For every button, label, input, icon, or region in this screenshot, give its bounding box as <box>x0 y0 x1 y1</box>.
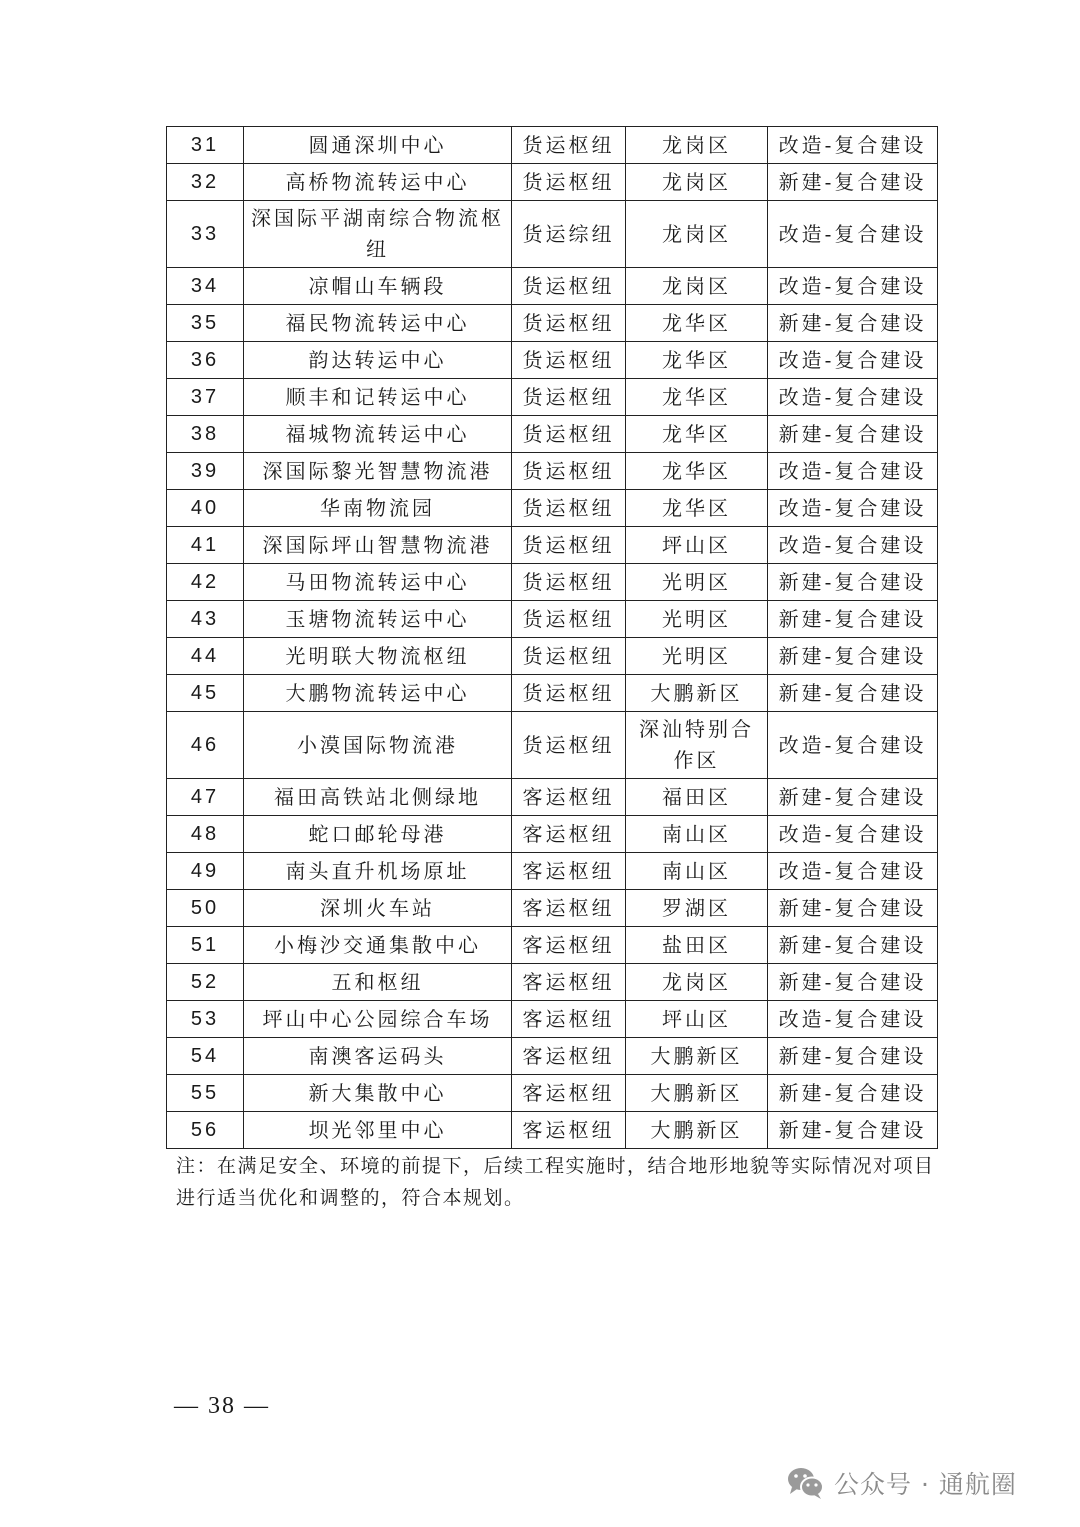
hub-type-cell: 货运枢纽 <box>512 675 626 712</box>
row-number-cell: 35 <box>167 305 244 342</box>
project-name-cell: 南澳客运码头 <box>244 1038 512 1075</box>
hub-type-cell: 货运枢纽 <box>512 127 626 164</box>
construction-mode-cell: 新建-复合建设 <box>768 305 938 342</box>
table-row <box>167 527 938 564</box>
hub-type-cell: 客运枢纽 <box>512 1112 626 1149</box>
table-row <box>167 779 938 816</box>
project-name-cell: 马田物流转运中心 <box>244 564 512 601</box>
row-number-cell: 54 <box>167 1038 244 1075</box>
construction-mode-cell: 新建-复合建设 <box>768 638 938 675</box>
district-cell: 福田区 <box>626 779 768 816</box>
row-number-cell: 56 <box>167 1112 244 1149</box>
table-row <box>167 675 938 712</box>
hub-type-cell: 货运枢纽 <box>512 453 626 490</box>
construction-mode-cell: 改造-复合建设 <box>768 201 938 268</box>
project-name-cell: 新大集散中心 <box>244 1075 512 1112</box>
project-name-cell: 蛇口邮轮母港 <box>244 816 512 853</box>
project-name-cell: 华南物流园 <box>244 490 512 527</box>
table-row <box>167 564 938 601</box>
district-cell: 罗湖区 <box>626 890 768 927</box>
row-number-cell: 40 <box>167 490 244 527</box>
construction-mode-cell: 改造-复合建设 <box>768 379 938 416</box>
project-name-cell: 小漠国际物流港 <box>244 712 512 779</box>
table-row <box>167 201 938 268</box>
project-name-cell: 凉帽山车辆段 <box>244 268 512 305</box>
hub-type-cell: 客运枢纽 <box>512 779 626 816</box>
construction-mode-cell: 改造-复合建设 <box>768 268 938 305</box>
row-number-cell: 43 <box>167 601 244 638</box>
project-name-cell: 大鹏物流转运中心 <box>244 675 512 712</box>
construction-mode-cell: 改造-复合建设 <box>768 453 938 490</box>
district-cell: 南山区 <box>626 853 768 890</box>
construction-mode-cell: 新建-复合建设 <box>768 675 938 712</box>
district-cell: 龙华区 <box>626 416 768 453</box>
project-name-cell: 五和枢纽 <box>244 964 512 1001</box>
construction-mode-cell: 新建-复合建设 <box>768 564 938 601</box>
hub-type-cell: 货运枢纽 <box>512 527 626 564</box>
hub-type-cell: 客运枢纽 <box>512 816 626 853</box>
row-number-cell: 52 <box>167 964 244 1001</box>
construction-mode-cell: 改造-复合建设 <box>768 342 938 379</box>
hub-type-cell: 客运枢纽 <box>512 853 626 890</box>
district-cell: 龙岗区 <box>626 964 768 1001</box>
table-row <box>167 853 938 890</box>
table-row <box>167 164 938 201</box>
row-number-cell: 39 <box>167 453 244 490</box>
project-name-cell: 深国际黎光智慧物流港 <box>244 453 512 490</box>
table-row <box>167 1112 938 1149</box>
row-number-cell: 38 <box>167 416 244 453</box>
district-cell: 龙岗区 <box>626 164 768 201</box>
hub-type-cell: 客运枢纽 <box>512 927 626 964</box>
table-row <box>167 927 938 964</box>
table-row <box>167 342 938 379</box>
table-row <box>167 1001 938 1038</box>
table-row <box>167 127 938 164</box>
district-cell: 大鹏新区 <box>626 675 768 712</box>
district-cell: 坪山区 <box>626 1001 768 1038</box>
project-name-cell: 高桥物流转运中心 <box>244 164 512 201</box>
district-cell: 大鹏新区 <box>626 1038 768 1075</box>
district-cell: 龙华区 <box>626 453 768 490</box>
project-name-cell: 小梅沙交通集散中心 <box>244 927 512 964</box>
table-row <box>167 416 938 453</box>
project-name-cell: 坝光邻里中心 <box>244 1112 512 1149</box>
row-number-cell: 49 <box>167 853 244 890</box>
row-number-cell: 51 <box>167 927 244 964</box>
district-cell: 龙华区 <box>626 305 768 342</box>
project-name-cell: 南头直升机场原址 <box>244 853 512 890</box>
project-name-cell: 深国际平湖南综合物流枢纽 <box>244 201 512 268</box>
table-row <box>167 453 938 490</box>
row-number-cell: 45 <box>167 675 244 712</box>
table-row <box>167 890 938 927</box>
project-name-cell: 顺丰和记转运中心 <box>244 379 512 416</box>
hub-project-table <box>166 126 938 1149</box>
district-cell: 大鹏新区 <box>626 1075 768 1112</box>
row-number-cell: 37 <box>167 379 244 416</box>
row-number-cell: 53 <box>167 1001 244 1038</box>
district-cell: 光明区 <box>626 638 768 675</box>
table-row <box>167 1038 938 1075</box>
construction-mode-cell: 新建-复合建设 <box>768 927 938 964</box>
page-number: — 38 — <box>174 1393 270 1419</box>
district-cell: 龙华区 <box>626 342 768 379</box>
district-cell: 龙岗区 <box>626 268 768 305</box>
hub-type-cell: 货运枢纽 <box>512 638 626 675</box>
row-number-cell: 31 <box>167 127 244 164</box>
row-number-cell: 46 <box>167 712 244 779</box>
project-name-cell: 福田高铁站北侧绿地 <box>244 779 512 816</box>
table-row <box>167 712 938 779</box>
hub-type-cell: 货运枢纽 <box>512 601 626 638</box>
hub-type-cell: 货运枢纽 <box>512 379 626 416</box>
row-number-cell: 50 <box>167 890 244 927</box>
project-name-cell: 玉塘物流转运中心 <box>244 601 512 638</box>
district-cell: 光明区 <box>626 601 768 638</box>
hub-type-cell: 客运枢纽 <box>512 1038 626 1075</box>
construction-mode-cell: 改造-复合建设 <box>768 816 938 853</box>
hub-type-cell: 货运枢纽 <box>512 416 626 453</box>
construction-mode-cell: 新建-复合建设 <box>768 1038 938 1075</box>
district-cell: 龙岗区 <box>626 127 768 164</box>
table-footnote: 注：在满足安全、环境的前提下，后续工程实施时，结合地形地貌等实际情况对项目进行适当优化和调整的，符合本规划。 <box>176 1155 935 1209</box>
project-name-cell: 坪山中心公园综合车场 <box>244 1001 512 1038</box>
project-name-cell: 福民物流转运中心 <box>244 305 512 342</box>
hub-type-cell: 货运枢纽 <box>512 490 626 527</box>
construction-mode-cell: 改造-复合建设 <box>768 1001 938 1038</box>
watermark-text: 公众号 · 通航圈 <box>834 1470 1017 1499</box>
hub-type-cell: 客运枢纽 <box>512 1075 626 1112</box>
row-number-cell: 36 <box>167 342 244 379</box>
row-number-cell: 41 <box>167 527 244 564</box>
watermark <box>786 1465 1017 1501</box>
district-cell: 龙华区 <box>626 379 768 416</box>
table-row <box>167 964 938 1001</box>
construction-mode-cell: 改造-复合建设 <box>768 712 938 779</box>
district-cell: 南山区 <box>626 816 768 853</box>
hub-type-cell: 货运枢纽 <box>512 342 626 379</box>
district-cell: 盐田区 <box>626 927 768 964</box>
construction-mode-cell: 改造-复合建设 <box>768 490 938 527</box>
hub-type-cell: 货运综纽 <box>512 201 626 268</box>
hub-type-cell: 货运枢纽 <box>512 564 626 601</box>
row-number-cell: 44 <box>167 638 244 675</box>
district-cell: 深汕特别合作区 <box>626 712 768 779</box>
construction-mode-cell: 改造-复合建设 <box>768 853 938 890</box>
construction-mode-cell: 新建-复合建设 <box>768 1075 938 1112</box>
row-number-cell: 48 <box>167 816 244 853</box>
project-name-cell: 深圳火车站 <box>244 890 512 927</box>
construction-mode-cell: 新建-复合建设 <box>768 601 938 638</box>
district-cell: 龙岗区 <box>626 201 768 268</box>
hub-type-cell: 货运枢纽 <box>512 305 626 342</box>
project-name-cell: 韵达转运中心 <box>244 342 512 379</box>
hub-type-cell: 客运枢纽 <box>512 964 626 1001</box>
project-name-cell: 圆通深圳中心 <box>244 127 512 164</box>
construction-mode-cell: 新建-复合建设 <box>768 1112 938 1149</box>
construction-mode-cell: 改造-复合建设 <box>768 127 938 164</box>
construction-mode-cell: 新建-复合建设 <box>768 416 938 453</box>
row-number-cell: 55 <box>167 1075 244 1112</box>
table-row <box>167 638 938 675</box>
table-row <box>167 816 938 853</box>
table-row <box>167 1075 938 1112</box>
table-row <box>167 268 938 305</box>
construction-mode-cell: 新建-复合建设 <box>768 964 938 1001</box>
hub-type-cell: 客运枢纽 <box>512 1001 626 1038</box>
table-row <box>167 490 938 527</box>
construction-mode-cell: 新建-复合建设 <box>768 779 938 816</box>
project-name-cell: 福城物流转运中心 <box>244 416 512 453</box>
district-cell: 大鹏新区 <box>626 1112 768 1149</box>
hub-type-cell: 货运枢纽 <box>512 164 626 201</box>
hub-type-cell: 货运枢纽 <box>512 268 626 305</box>
row-number-cell: 32 <box>167 164 244 201</box>
hub-type-cell: 客运枢纽 <box>512 890 626 927</box>
project-name-cell: 深国际坪山智慧物流港 <box>244 527 512 564</box>
district-cell: 坪山区 <box>626 527 768 564</box>
project-name-cell: 光明联大物流枢纽 <box>244 638 512 675</box>
construction-mode-cell: 改造-复合建设 <box>768 527 938 564</box>
hub-type-cell: 货运枢纽 <box>512 712 626 779</box>
table-row <box>167 379 938 416</box>
table-row <box>167 601 938 638</box>
wechat-icon <box>786 1465 826 1501</box>
row-number-cell: 47 <box>167 779 244 816</box>
district-cell: 光明区 <box>626 564 768 601</box>
construction-mode-cell: 新建-复合建设 <box>768 890 938 927</box>
row-number-cell: 33 <box>167 201 244 268</box>
district-cell: 龙华区 <box>626 490 768 527</box>
row-number-cell: 34 <box>167 268 244 305</box>
table-row <box>167 305 938 342</box>
row-number-cell: 42 <box>167 564 244 601</box>
construction-mode-cell: 新建-复合建设 <box>768 164 938 201</box>
